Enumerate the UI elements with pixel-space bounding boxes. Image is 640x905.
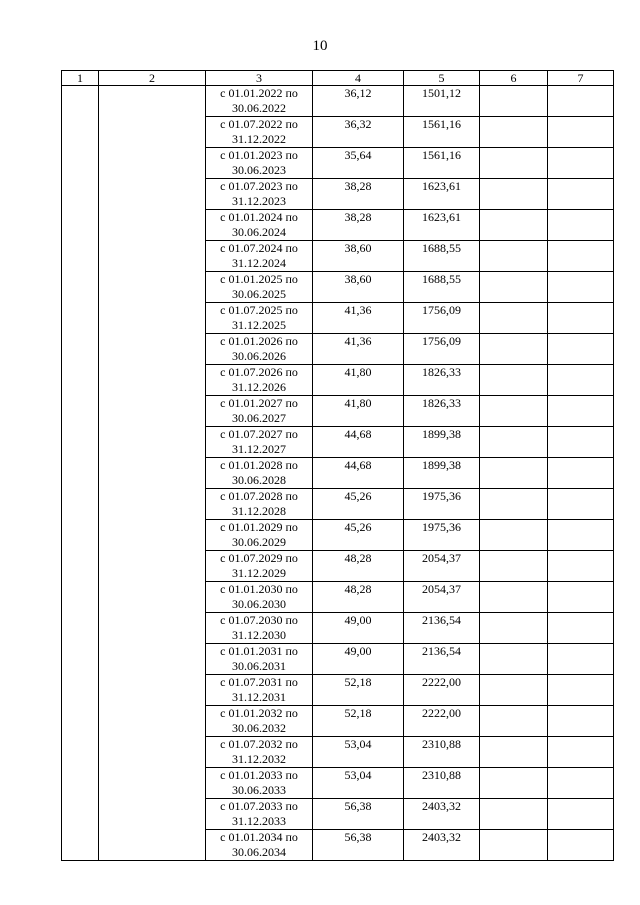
period-end: 31.12.2033: [232, 814, 286, 828]
period-start: с 01.07.2026 по: [220, 365, 298, 379]
value-col4: 35,64: [313, 148, 404, 179]
value-col4: 49,00: [313, 613, 404, 644]
empty-col7: [548, 551, 614, 582]
value-col5: 1826,33: [404, 365, 480, 396]
value-col4: 41,80: [313, 365, 404, 396]
empty-col6: [480, 644, 548, 675]
value-col4: 41,36: [313, 334, 404, 365]
value-col5: 1688,55: [404, 241, 480, 272]
empty-col6: [480, 675, 548, 706]
empty-col6: [480, 148, 548, 179]
period-start: с 01.07.2024 по: [220, 241, 298, 255]
period-cell: [206, 210, 313, 241]
period-start: с 01.07.2032 по: [220, 737, 298, 751]
period-start: с 01.01.2034 по: [220, 830, 298, 844]
value-col4: 38,28: [313, 179, 404, 210]
value-col4: 44,68: [313, 427, 404, 458]
value-col4: 48,28: [313, 551, 404, 582]
value-col5: 1501,12: [404, 86, 480, 117]
empty-col7: [548, 799, 614, 830]
empty-col7: [548, 427, 614, 458]
period-end: 30.06.2028: [232, 473, 286, 487]
period-start: с 01.07.2025 по: [220, 303, 298, 317]
empty-col7: [548, 334, 614, 365]
period-end: 31.12.2025: [232, 318, 286, 332]
value-col4: 41,36: [313, 303, 404, 334]
empty-col7: [548, 272, 614, 303]
merged-cell-col1: [62, 86, 99, 861]
empty-col6: [480, 117, 548, 148]
period-end: 31.12.2027: [232, 442, 286, 456]
period-end: 30.06.2032: [232, 721, 286, 735]
value-col5: 2310,88: [404, 768, 480, 799]
empty-col6: [480, 768, 548, 799]
empty-col6: [480, 427, 548, 458]
column-header-5: 5: [404, 71, 480, 86]
period-cell: [206, 675, 313, 706]
value-col5: 1688,55: [404, 272, 480, 303]
period-end: 31.12.2023: [232, 194, 286, 208]
period-cell: [206, 706, 313, 737]
empty-col6: [480, 86, 548, 117]
period-cell: [206, 117, 313, 148]
value-col4: 44,68: [313, 458, 404, 489]
empty-col6: [480, 830, 548, 861]
merged-cell-col2: [99, 86, 206, 861]
period-cell: [206, 799, 313, 830]
empty-col7: [548, 644, 614, 675]
value-col5: 1975,36: [404, 489, 480, 520]
value-col5: 1623,61: [404, 179, 480, 210]
value-col5: 2403,32: [404, 830, 480, 861]
empty-col6: [480, 737, 548, 768]
period-start: с 01.01.2023 по: [220, 148, 298, 162]
period-start: с 01.01.2025 по: [220, 272, 298, 286]
empty-col6: [480, 582, 548, 613]
empty-col6: [480, 210, 548, 241]
value-col4: 36,32: [313, 117, 404, 148]
period-end: 31.12.2030: [232, 628, 286, 642]
period-start: с 01.01.2030 по: [220, 582, 298, 596]
value-col4: 45,26: [313, 520, 404, 551]
period-cell: [206, 272, 313, 303]
period-start: с 01.01.2027 по: [220, 396, 298, 410]
period-start: с 01.01.2022 по: [220, 86, 298, 100]
empty-col7: [548, 179, 614, 210]
period-cell: [206, 241, 313, 272]
period-end: 30.06.2030: [232, 597, 286, 611]
empty-col7: [548, 303, 614, 334]
empty-col6: [480, 241, 548, 272]
value-col5: 2222,00: [404, 706, 480, 737]
tariff-table: [61, 70, 614, 861]
period-end: 30.06.2026: [232, 349, 286, 363]
empty-col7: [548, 520, 614, 551]
empty-col7: [548, 148, 614, 179]
period-start: с 01.07.2029 по: [220, 551, 298, 565]
period-end: 30.06.2023: [232, 163, 286, 177]
period-cell: [206, 427, 313, 458]
empty-col7: [548, 830, 614, 861]
period-start: с 01.07.2023 по: [220, 179, 298, 193]
value-col4: 52,18: [313, 706, 404, 737]
empty-col6: [480, 706, 548, 737]
empty-col7: [548, 706, 614, 737]
period-start: с 01.07.2022 по: [220, 117, 298, 131]
period-end: 31.12.2029: [232, 566, 286, 580]
value-col5: 1899,38: [404, 427, 480, 458]
period-start: с 01.07.2030 по: [220, 613, 298, 627]
value-col4: 45,26: [313, 489, 404, 520]
period-end: 31.12.2022: [232, 132, 286, 146]
period-cell: [206, 179, 313, 210]
value-col4: 49,00: [313, 644, 404, 675]
column-header-6: 6: [480, 71, 548, 86]
period-end: 30.06.2031: [232, 659, 286, 673]
period-start: с 01.07.2027 по: [220, 427, 298, 441]
value-col4: 41,80: [313, 396, 404, 427]
period-cell: [206, 489, 313, 520]
value-col5: 2310,88: [404, 737, 480, 768]
period-end: 30.06.2027: [232, 411, 286, 425]
value-col4: 38,60: [313, 272, 404, 303]
period-start: с 01.01.2026 по: [220, 334, 298, 348]
column-header-3: 3: [206, 71, 313, 86]
period-end: 31.12.2026: [232, 380, 286, 394]
value-col5: 2054,37: [404, 551, 480, 582]
value-col4: 56,38: [313, 799, 404, 830]
empty-col7: [548, 582, 614, 613]
value-col5: 2136,54: [404, 613, 480, 644]
value-col5: 2222,00: [404, 675, 480, 706]
column-header-4: 4: [313, 71, 404, 86]
empty-col7: [548, 458, 614, 489]
column-header-7: 7: [548, 71, 614, 86]
empty-col6: [480, 334, 548, 365]
empty-col6: [480, 365, 548, 396]
period-cell: [206, 303, 313, 334]
column-header-1: 1: [62, 71, 99, 86]
value-col4: 53,04: [313, 737, 404, 768]
period-cell: [206, 334, 313, 365]
period-start: с 01.01.2029 по: [220, 520, 298, 534]
period-cell: [206, 365, 313, 396]
period-cell: [206, 458, 313, 489]
value-col5: 1826,33: [404, 396, 480, 427]
period-cell: [206, 86, 313, 117]
empty-col7: [548, 396, 614, 427]
value-col5: 1756,09: [404, 303, 480, 334]
period-end: 30.06.2034: [232, 845, 286, 859]
value-col5: 1561,16: [404, 148, 480, 179]
empty-col6: [480, 799, 548, 830]
empty-col6: [480, 179, 548, 210]
empty-col7: [548, 210, 614, 241]
page-number: 10: [312, 38, 328, 54]
table-row: [62, 86, 614, 117]
table-header-row: [62, 71, 614, 86]
empty-col6: [480, 458, 548, 489]
period-end: 30.06.2029: [232, 535, 286, 549]
column-header-2: 2: [99, 71, 206, 86]
empty-col7: [548, 737, 614, 768]
empty-col6: [480, 272, 548, 303]
period-cell: [206, 644, 313, 675]
empty-col6: [480, 303, 548, 334]
value-col4: 53,04: [313, 768, 404, 799]
empty-col7: [548, 86, 614, 117]
period-end: 30.06.2022: [232, 101, 286, 115]
empty-col7: [548, 613, 614, 644]
period-end: 31.12.2032: [232, 752, 286, 766]
value-col5: 1756,09: [404, 334, 480, 365]
period-cell: [206, 396, 313, 427]
table-body: [62, 86, 614, 861]
period-cell: [206, 768, 313, 799]
empty-col6: [480, 489, 548, 520]
value-col4: 56,38: [313, 830, 404, 861]
empty-col7: [548, 117, 614, 148]
period-cell: [206, 830, 313, 861]
period-end: 30.06.2025: [232, 287, 286, 301]
period-cell: [206, 148, 313, 179]
value-col5: 1561,16: [404, 117, 480, 148]
value-col4: 48,28: [313, 582, 404, 613]
period-cell: [206, 520, 313, 551]
period-start: с 01.01.2028 по: [220, 458, 298, 472]
empty-col6: [480, 396, 548, 427]
value-col4: 38,60: [313, 241, 404, 272]
period-cell: [206, 582, 313, 613]
period-end: 30.06.2033: [232, 783, 286, 797]
value-col4: 52,18: [313, 675, 404, 706]
value-col5: 1623,61: [404, 210, 480, 241]
value-col5: 1975,36: [404, 520, 480, 551]
period-cell: [206, 737, 313, 768]
empty-col7: [548, 365, 614, 396]
value-col4: 38,28: [313, 210, 404, 241]
value-col5: 1899,38: [404, 458, 480, 489]
period-end: 30.06.2024: [232, 225, 286, 239]
empty-col6: [480, 551, 548, 582]
empty-col7: [548, 241, 614, 272]
value-col5: 2054,37: [404, 582, 480, 613]
empty-col7: [548, 489, 614, 520]
period-cell: [206, 551, 313, 582]
period-end: 31.12.2024: [232, 256, 286, 270]
empty-col6: [480, 520, 548, 551]
value-col4: 36,12: [313, 86, 404, 117]
period-start: с 01.01.2031 по: [220, 644, 298, 658]
period-start: с 01.01.2024 по: [220, 210, 298, 224]
period-start: с 01.07.2031 по: [220, 675, 298, 689]
period-start: с 01.07.2028 по: [220, 489, 298, 503]
period-end: 31.12.2031: [232, 690, 286, 704]
period-start: с 01.07.2033 по: [220, 799, 298, 813]
empty-col6: [480, 613, 548, 644]
period-cell: [206, 613, 313, 644]
period-end: 31.12.2028: [232, 504, 286, 518]
empty-col7: [548, 675, 614, 706]
value-col5: 2136,54: [404, 644, 480, 675]
period-start: с 01.01.2033 по: [220, 768, 298, 782]
period-start: с 01.01.2032 по: [220, 706, 298, 720]
value-col5: 2403,32: [404, 799, 480, 830]
empty-col7: [548, 768, 614, 799]
